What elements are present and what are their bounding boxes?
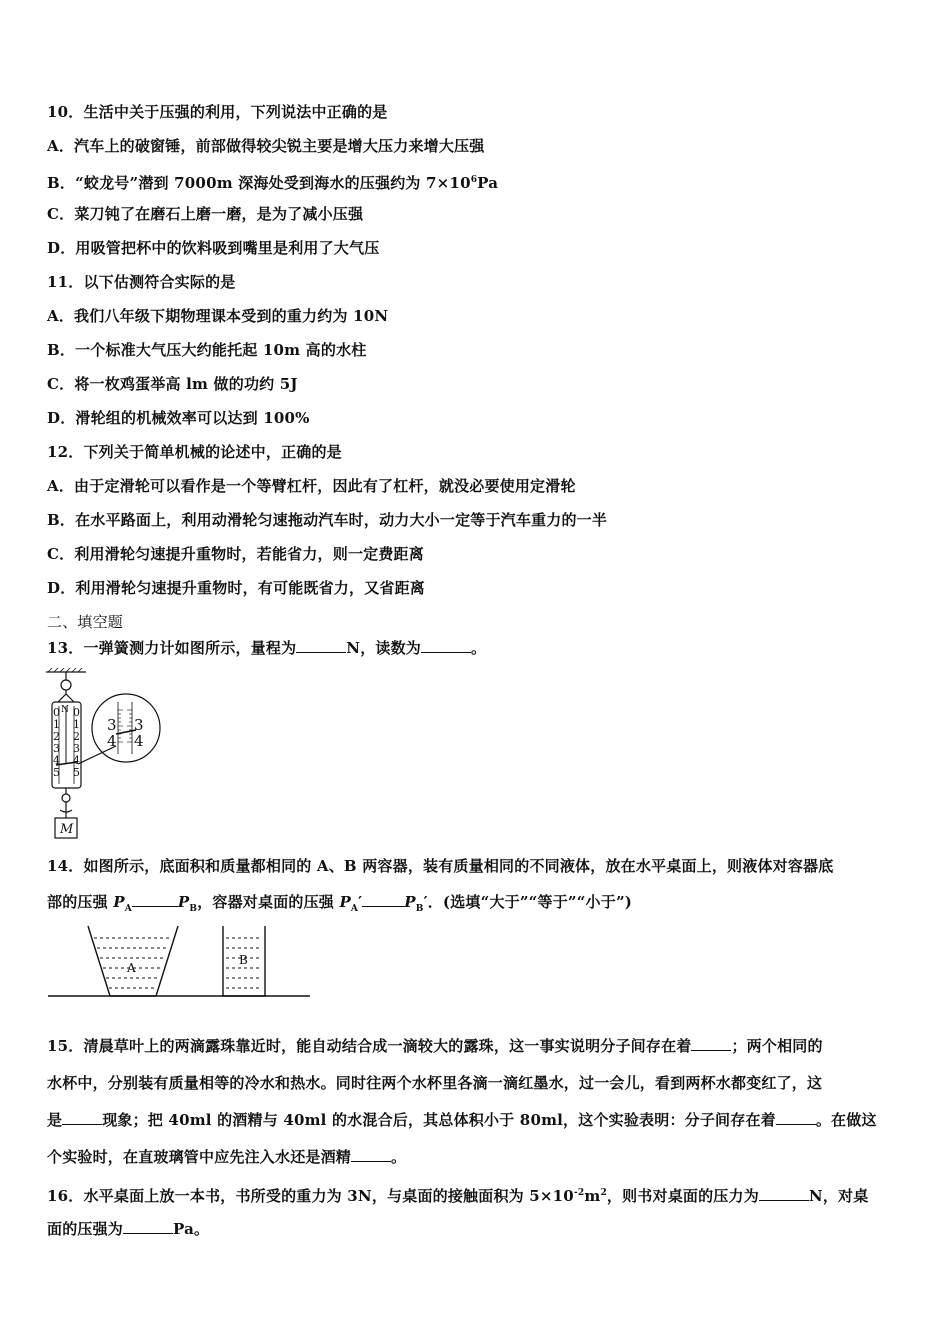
q13-blank-reading[interactable]	[421, 638, 471, 653]
q15-line4	[47, 1147, 406, 1167]
q10-option-a: A．汽车上的破窗锤，前部做得较尖锐主要是增大压力来增大压强	[47, 137, 485, 155]
q16-blank-force[interactable]	[759, 1186, 809, 1201]
q11-option-d: D．滑轮组的机械效率可以达到 100%	[47, 409, 310, 427]
q15-line4-b: 。	[391, 1148, 407, 1166]
q15-line1-a: 15．清晨草叶上的两滴露珠靠近时，能自动结合成一滴较大的露珠，这一事实说明分子间存在着	[47, 1037, 692, 1055]
q14-line2	[47, 892, 632, 919]
spring-scale-figure	[44, 668, 174, 846]
q12-stem: 12．下列关于简单机械的论述中，正确的是	[47, 443, 342, 461]
q14-pb-prime-sub: B	[415, 904, 424, 914]
zoom-circle	[92, 694, 160, 762]
q14-pa-prime: P	[339, 893, 351, 911]
q15-line3-b: 现象；把 40ml 的酒精与 40ml 的水混合后，其总体积小于 80ml，这个实验表明：分子间存在着	[102, 1111, 776, 1129]
q12-option-c: C．利用滑轮匀速提升重物时，若能省力，则一定费距离	[47, 545, 424, 563]
q11-option-c: C．将一枚鸡蛋举高 lm 做的功约 5J	[47, 375, 298, 393]
q13-blank-range[interactable]	[296, 638, 346, 653]
scale-left-5: 5	[53, 766, 60, 779]
zoom-right-4: 4	[134, 732, 144, 750]
q13-stem-a: 13．一弹簧测力计如图所示，量程为	[47, 639, 297, 657]
scale-left-0: 0	[53, 706, 60, 719]
q13-stem-b: N，读数为	[346, 639, 421, 657]
zoom-pointer	[116, 730, 136, 734]
q14-pb: P	[177, 893, 190, 911]
top-ring	[61, 680, 71, 690]
q14-pb-prime: P	[404, 893, 416, 911]
q16-line1-a: 16．水平桌面上放一本书，书所受的重力为 3N，与桌面的接触面积为 5×10	[47, 1187, 574, 1205]
q15-blank-4[interactable]	[351, 1147, 391, 1162]
zoom-left-3: 3	[107, 716, 117, 734]
zoom-right-3: 3	[134, 716, 144, 734]
q13-stem	[47, 638, 486, 658]
q15-line3-c: 。在做这	[815, 1111, 877, 1129]
q15-blank-1[interactable]	[691, 1036, 731, 1051]
liquid-lines	[94, 938, 262, 988]
q15-line1-b: ；两个相同的	[731, 1037, 823, 1055]
q15-line3-a: 是	[47, 1111, 63, 1129]
q14-pa: P	[113, 893, 125, 911]
q12-option-b: B．在水平路面上，利用动滑轮匀速拖动汽车时，动力大小一定等于汽车重力的一半	[47, 511, 608, 529]
scale-unit: N	[61, 705, 69, 715]
q16-unit-exponent: 2	[600, 1188, 607, 1198]
q14-blank-1[interactable]	[132, 892, 178, 907]
q16-line2-b: Pa。	[173, 1220, 210, 1238]
q16-line2	[47, 1219, 209, 1239]
q15-line4-a: 个实验时，在直玻璃管中应先注入水还是酒精	[47, 1148, 352, 1166]
scale-left-3: 3	[53, 742, 60, 755]
q14-blank-2[interactable]	[362, 892, 404, 907]
scale-right-1: 1	[73, 718, 80, 731]
scale-right-4: 4	[73, 754, 80, 767]
q10-option-b	[47, 170, 498, 193]
q10-option-b-unit: Pa	[477, 174, 499, 192]
q16-exponent: -2	[573, 1188, 585, 1198]
container-b-label: B	[239, 953, 248, 967]
scale-right-2: 2	[73, 730, 80, 743]
q14-pb-sub: B	[189, 904, 198, 914]
q14-pa-prime-sub: A	[350, 904, 359, 914]
q15-line2: 水杯中，分别装有质量相等的冷水和热水。同时往两个水杯里各滴一滴红墨水，过一会儿，看到两杯水都变红了，这	[47, 1074, 823, 1092]
scale-left-2: 2	[53, 730, 60, 743]
q16-unit: m	[584, 1187, 601, 1205]
scale-right-0: 0	[73, 706, 80, 719]
q12-option-d: D．利用滑轮匀速提升重物时，有可能既省力，又省距离	[47, 579, 426, 597]
scale-left-1: 1	[53, 718, 60, 731]
containers-figure	[48, 924, 312, 1000]
q14-line2-c: ′．(选填“大于”“等于”“小于”)	[423, 893, 633, 911]
q10-option-c: C．菜刀钝了在磨石上磨一磨，是为了减小压强	[47, 205, 364, 223]
zoom-left-4: 4	[107, 732, 117, 750]
q10-option-b-text: B．“蛟龙号”潜到 7000m 深海处受到海水的压强约为 7×10	[47, 174, 471, 192]
q14-line1: 14．如图所示，底面积和质量都相同的 A、B 两容器，装有质量相同的不同液体，放在水平桌面上，则液体对容器底	[47, 857, 834, 875]
q10-option-d: D．用吸管把杯中的饮料吸到嘴里是利用了大气压	[47, 239, 380, 257]
container-a-label: A	[127, 961, 136, 975]
q15-line1	[47, 1036, 823, 1056]
top-hook	[58, 690, 74, 702]
q10-option-b-exponent: 6	[470, 175, 478, 185]
q15-blank-3[interactable]	[776, 1110, 816, 1125]
q11-option-b: B．一个标准大气压大约能托起 10m 高的水柱	[47, 341, 367, 359]
q16-line1	[47, 1183, 868, 1206]
q11-stem: 11．以下估测符合实际的是	[47, 273, 236, 291]
q16-line1-c: N，对桌	[808, 1187, 869, 1205]
mass-label: M	[60, 822, 74, 837]
scale-right-3: 3	[73, 742, 80, 755]
q16-line1-b: ，则书对桌面的压力为	[606, 1187, 759, 1205]
q13-stem-c: 。	[471, 639, 487, 657]
scale-left-4: 4	[53, 754, 60, 767]
q11-option-a: A．我们八年级下期物理课本受到的重力约为 10N	[47, 307, 389, 325]
q15-blank-2[interactable]	[62, 1110, 102, 1125]
q14-prime-mark: ′	[358, 893, 363, 911]
q14-pa-sub: A	[124, 904, 132, 914]
q16-blank-pressure[interactable]	[123, 1219, 173, 1234]
q12-option-a: A．由于定滑轮可以看作是一个等臂杠杆，因此有了杠杆，就没必要使用定滑轮	[47, 477, 576, 495]
q16-line2-a: 面的压强为	[47, 1220, 124, 1238]
section-title: 二、填空题	[47, 613, 124, 631]
bottom-ring	[62, 794, 70, 802]
q10-stem: 10．生活中关于压强的利用，下列说法中正确的是	[47, 103, 388, 121]
q14-line2-b: ，容器对桌面的压强	[197, 893, 340, 911]
q15-line3	[47, 1110, 877, 1130]
zoom-ticks	[118, 710, 132, 742]
scale-right-5: 5	[73, 766, 80, 779]
q14-line2-a: 部的压强	[47, 893, 114, 911]
